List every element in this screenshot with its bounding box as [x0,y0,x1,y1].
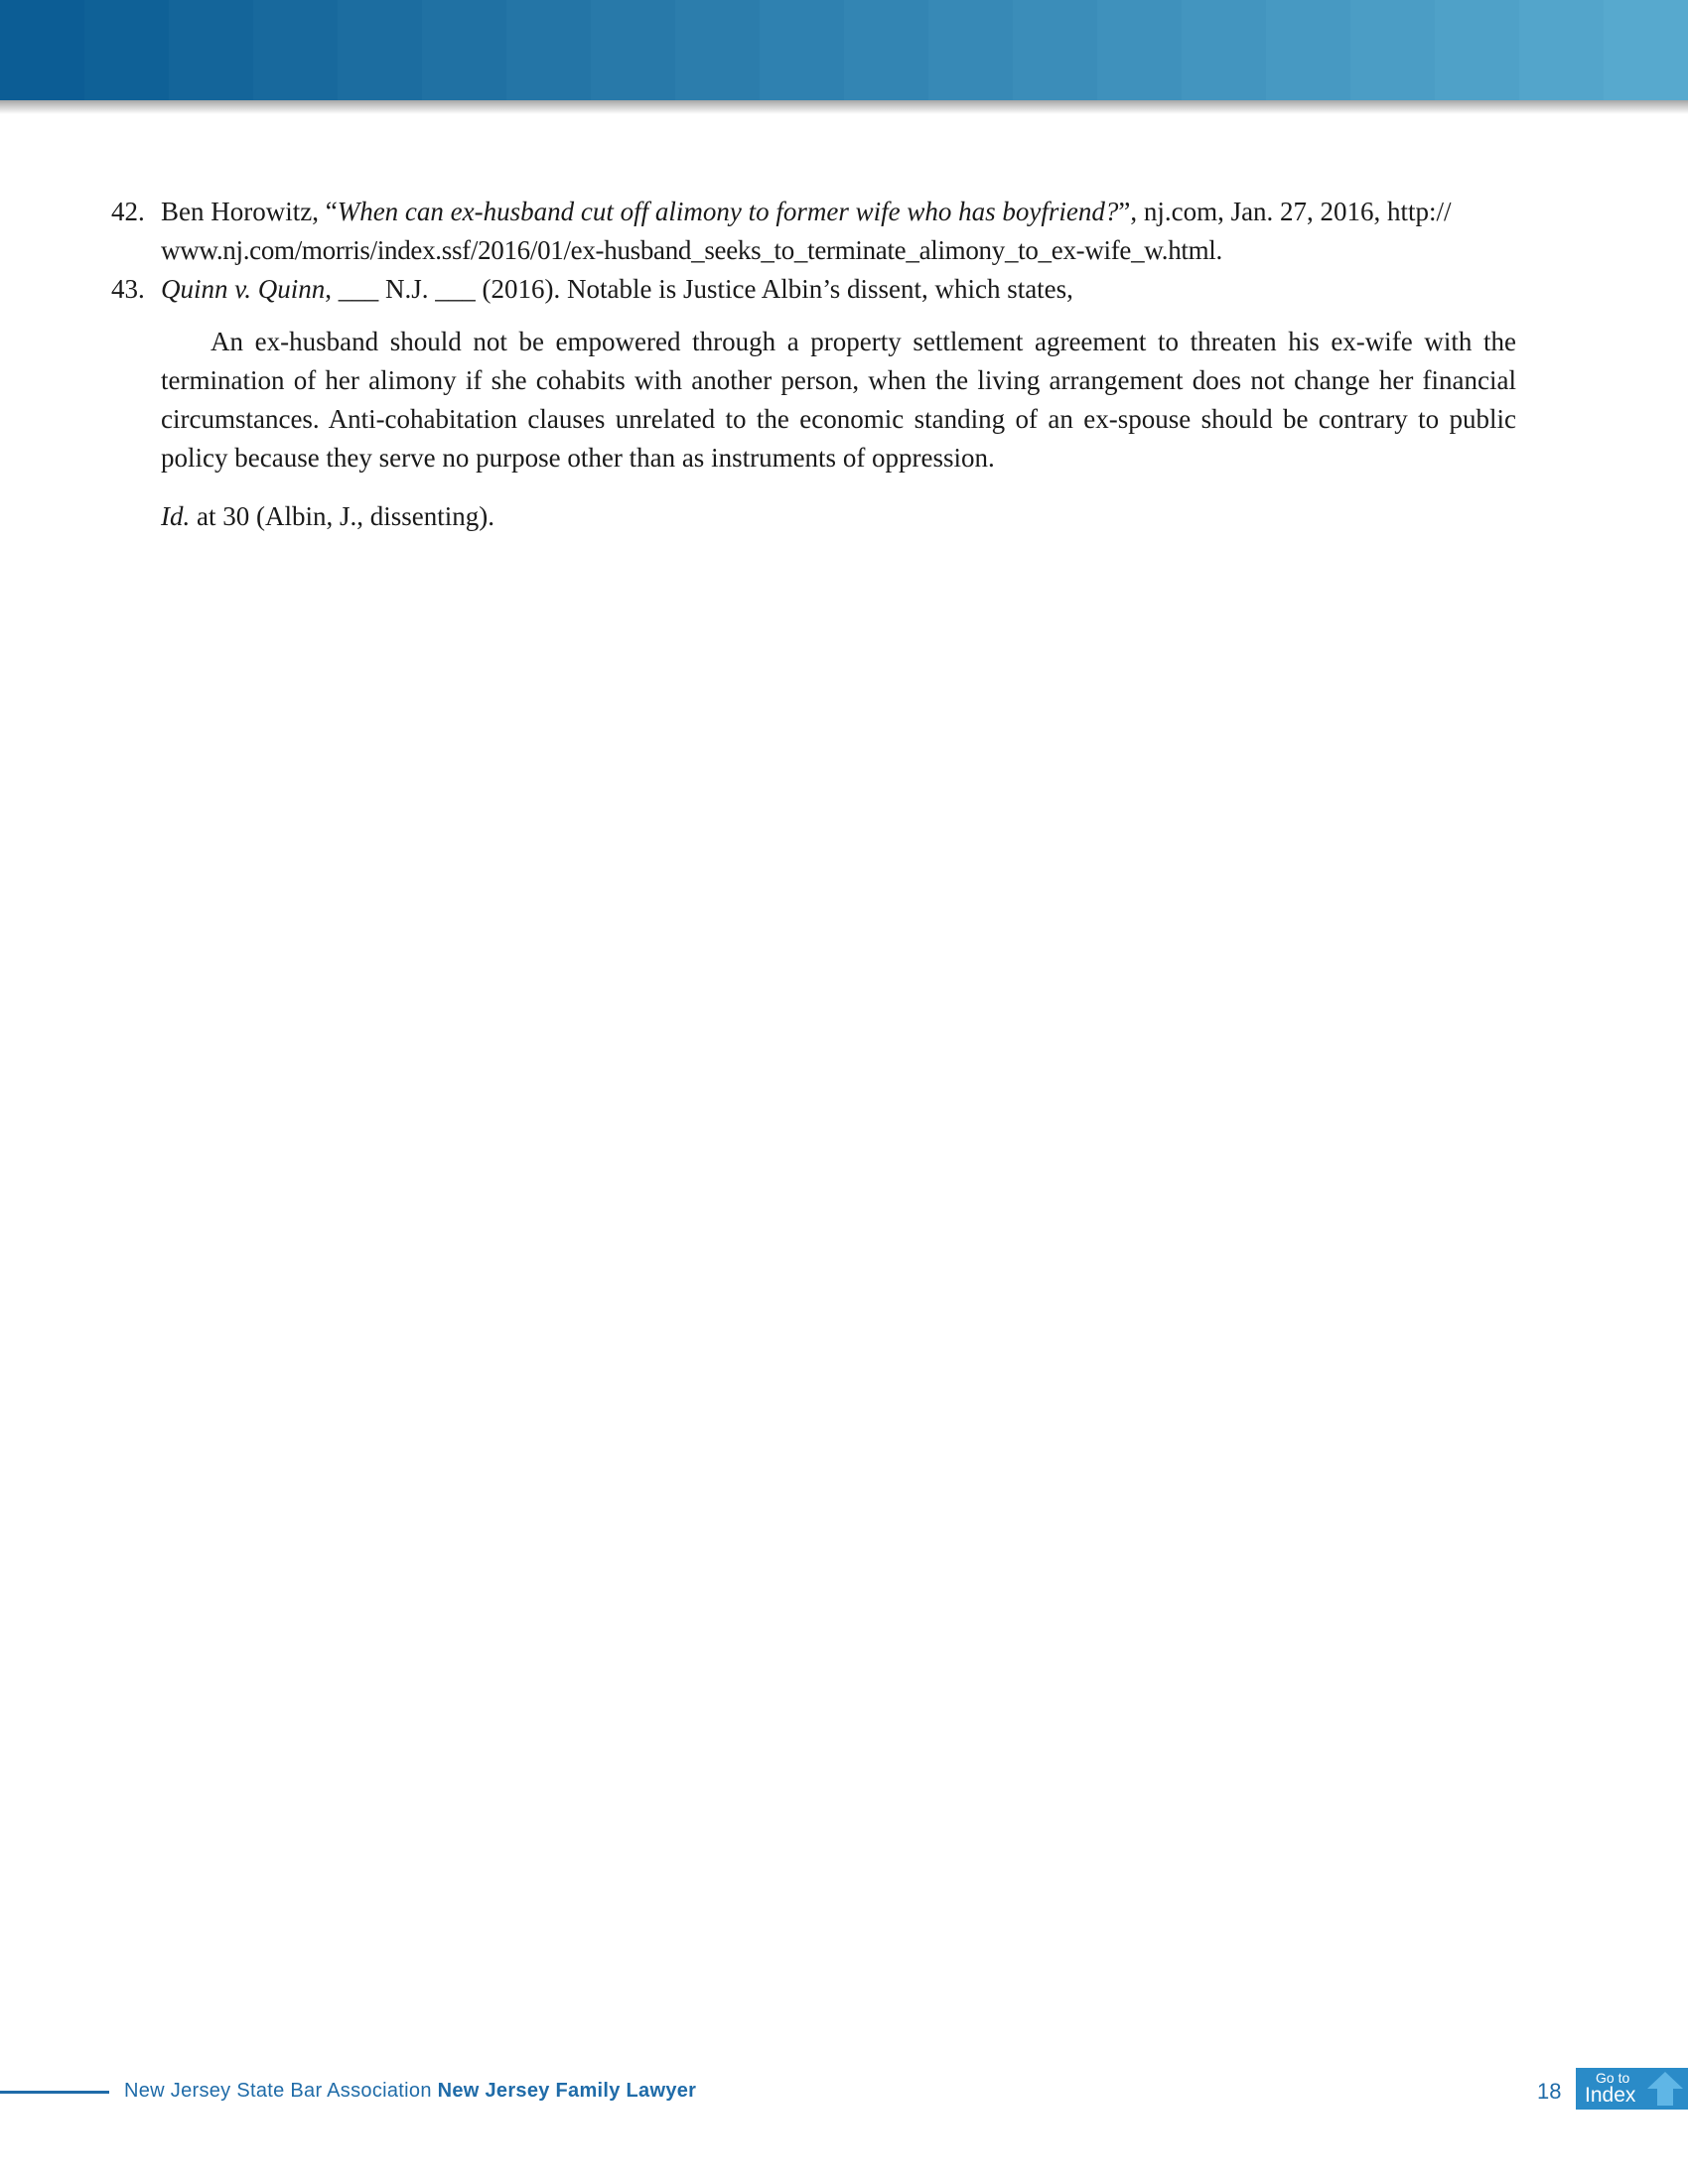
footnote-author: Ben Horowitz, “ [161,197,338,226]
footer-rule [0,2091,109,2094]
article-title: When can ex-husband cut off alimony to former wife who has boyfriend? [337,197,1119,226]
footnote-43 [111,270,1549,309]
banner-stripe [844,0,928,100]
footnote-text [161,270,1549,309]
banner-stripe [1266,0,1350,100]
footnote-number: 43. [111,274,145,304]
publication-name: New Jersey Family Lawyer [437,2080,697,2102]
article-url: www.nj.com/morris/index.ssf/2016/01/ex-husband_seeks_to_terminate_alimony_to_ex-wife_w.html. [161,235,1222,265]
page-number: 18 [1537,2079,1562,2104]
banner-stripe [1350,0,1435,100]
banner-stripe [760,0,844,100]
banner-stripe [506,0,591,100]
association-name: New Jersey State Bar Association [124,2080,438,2102]
quote-citation [161,497,1549,536]
case-name: Quinn v. Quinn [161,274,326,304]
banner-stripe [1182,0,1266,100]
footnote-body: , ___ N.J. ___ (2016). Notable is Justice Albin’s dissent, which states, [325,274,1073,304]
banner-stripe [422,0,506,100]
footnote-text [161,193,1549,270]
citation-id: Id. [161,501,191,531]
footer-publication [124,2080,696,2103]
footnote-number: 42. [111,197,145,226]
banner-stripe [928,0,1013,100]
banner-stripe [253,0,338,100]
footnote-42 [111,193,1549,270]
index-label: Index [1585,2084,1636,2107]
banner-stripe [1097,0,1182,100]
header-banner [0,0,1688,100]
footnotes [111,193,1549,536]
go-to-index-button[interactable] [1576,2068,1688,2110]
citation-rest: at 30 (Albin, J., dissenting). [190,501,494,531]
banner-stripe [1604,0,1688,100]
header-shadow [0,100,1688,114]
banner-stripe [1435,0,1519,100]
banner-stripe [1013,0,1097,100]
banner-stripe [675,0,760,100]
banner-stripe [591,0,675,100]
banner-stripe [338,0,422,100]
footnote-source: ”, nj.com, Jan. 27, 2016, http:// [1118,197,1452,226]
arrow-up-icon [1645,2070,1685,2108]
banner-stripe [0,0,84,100]
banner-stripe [1519,0,1604,100]
banner-stripe [84,0,169,100]
dissent-quote: An ex-husband should not be empowered through a property settlement agreement to threaten his ex-wife with the termination of her alimony if she cohabits with another person, when the living arrangement does not change her financial circumstances. Anti-cohabitation clauses unrelated to the economic standing of an ex-spouse should be contrary to public policy because they serve no purpose other than as instruments of oppression. [161,327,1516,473]
go-to-label: Go to [1596,2070,1630,2086]
banner-stripe [169,0,253,100]
